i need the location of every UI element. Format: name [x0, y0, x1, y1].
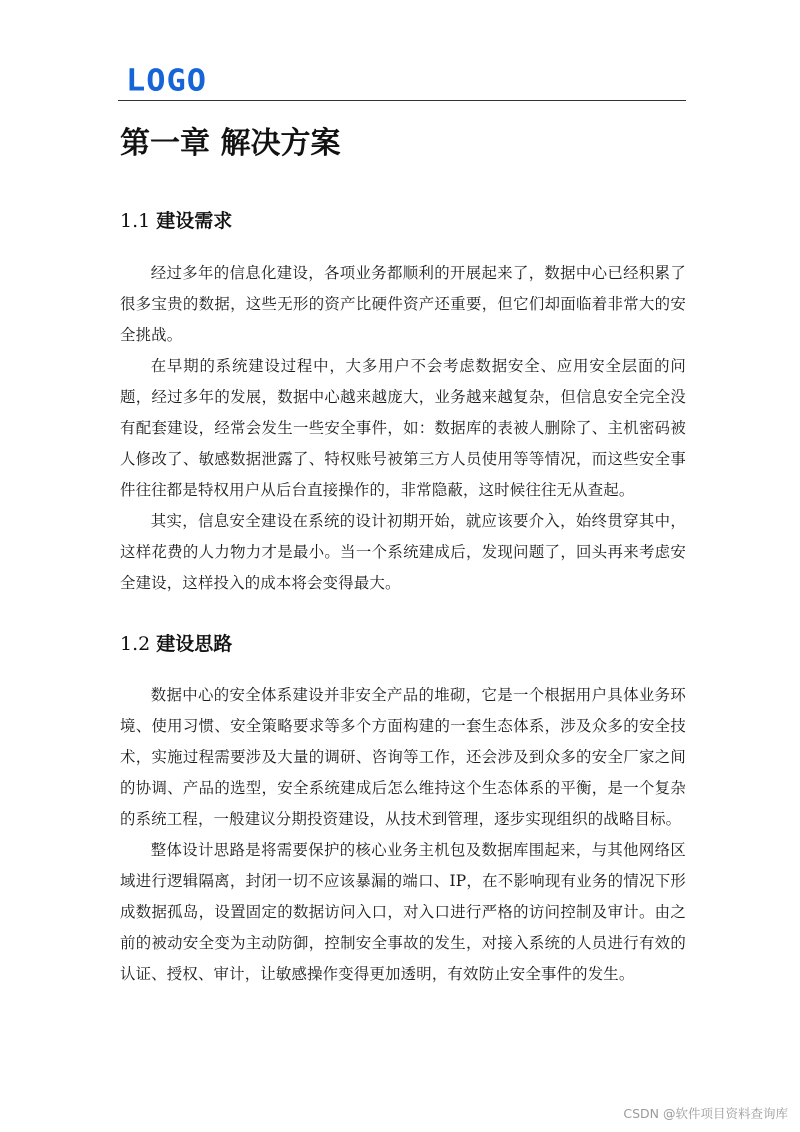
section-heading-1-2: [120, 631, 232, 657]
section-title-text: 建设需求: [156, 210, 233, 232]
paragraph: 数据中心的安全体系建设并非安全产品的堆砌，它是一个根据用户具体业务环境、使用习惯、安全策略要求等多个方面构建的一套生态体系，涉及众多的安全技术，实施过程需要涉及大量的调研、咨询等工作，还会涉及到众多的安全厂家之间的协调、产品的选型，安全系统建成后怎么维持这个生态体系的平衡，是一个复杂的系统工程，一般建议分期投资建设，从技术到管理，逐步实现组织的战略目标。: [120, 686, 686, 828]
paragraph: 整体设计思路是将需要保护的核心业务主机包及数据库围起来，与其他网络区域进行逻辑隔离，封闭一切不应该暴漏的端口、IP，在不影响现有业务的情况下形成数据孤岛，设置固定的数据访问入口，对入口进行严格的访问控制及审计。由之前的被动安全变为主动防御，控制安全事故的发生，对接入系统的人员进行有效的认证、授权、审计，让敏感操作变得更加透明，有效防止安全事件的发生。: [120, 841, 686, 983]
section-title-text: 建设思路: [156, 633, 233, 655]
section-1-1-body: [120, 258, 686, 599]
section-heading-1-1: [120, 208, 232, 234]
paragraph: 经过多年的信息化建设，各项业务都顺利的开展起来了，数据中心已经积累了很多宝贵的数据，这些无形的资产比硬件资产还重要，但它们却面临着非常大的安全挑战。: [120, 264, 686, 344]
logo: LOGO: [126, 61, 208, 99]
chapter-title: 第一章 解决方案: [120, 126, 341, 161]
section-1-2-body: [120, 680, 686, 990]
paragraph: 其实，信息安全建设在系统的设计初期开始，就应该要介入，始终贯穿其中，这样花费的人力物力才是最小。当一个系统建成后，发现问题了，回头再来考虑安全建设，这样投入的成本将会变得最大。: [120, 512, 686, 592]
header-divider: [118, 100, 686, 101]
section-number: 1.2: [120, 633, 151, 655]
section-number: 1.1: [120, 210, 151, 232]
csdn-watermark: CSDN @软件项目资料查询库: [623, 1106, 788, 1121]
paragraph: 在早期的系统建设过程中，大多用户不会考虑数据安全、应用安全层面的问题，经过多年的发展，数据中心越来越庞大，业务越来越复杂，但信息安全完全没有配套建设，经常会发生一些安全事件，如：数据库的表被人删除了、主机密码被人修改了、敏感数据泄露了、特权账号被第三方人员使用等等情况，而这些安全事件往往都是特权用户从后台直接操作的，非常隐蔽，这时候往往无从查起。: [120, 357, 686, 499]
